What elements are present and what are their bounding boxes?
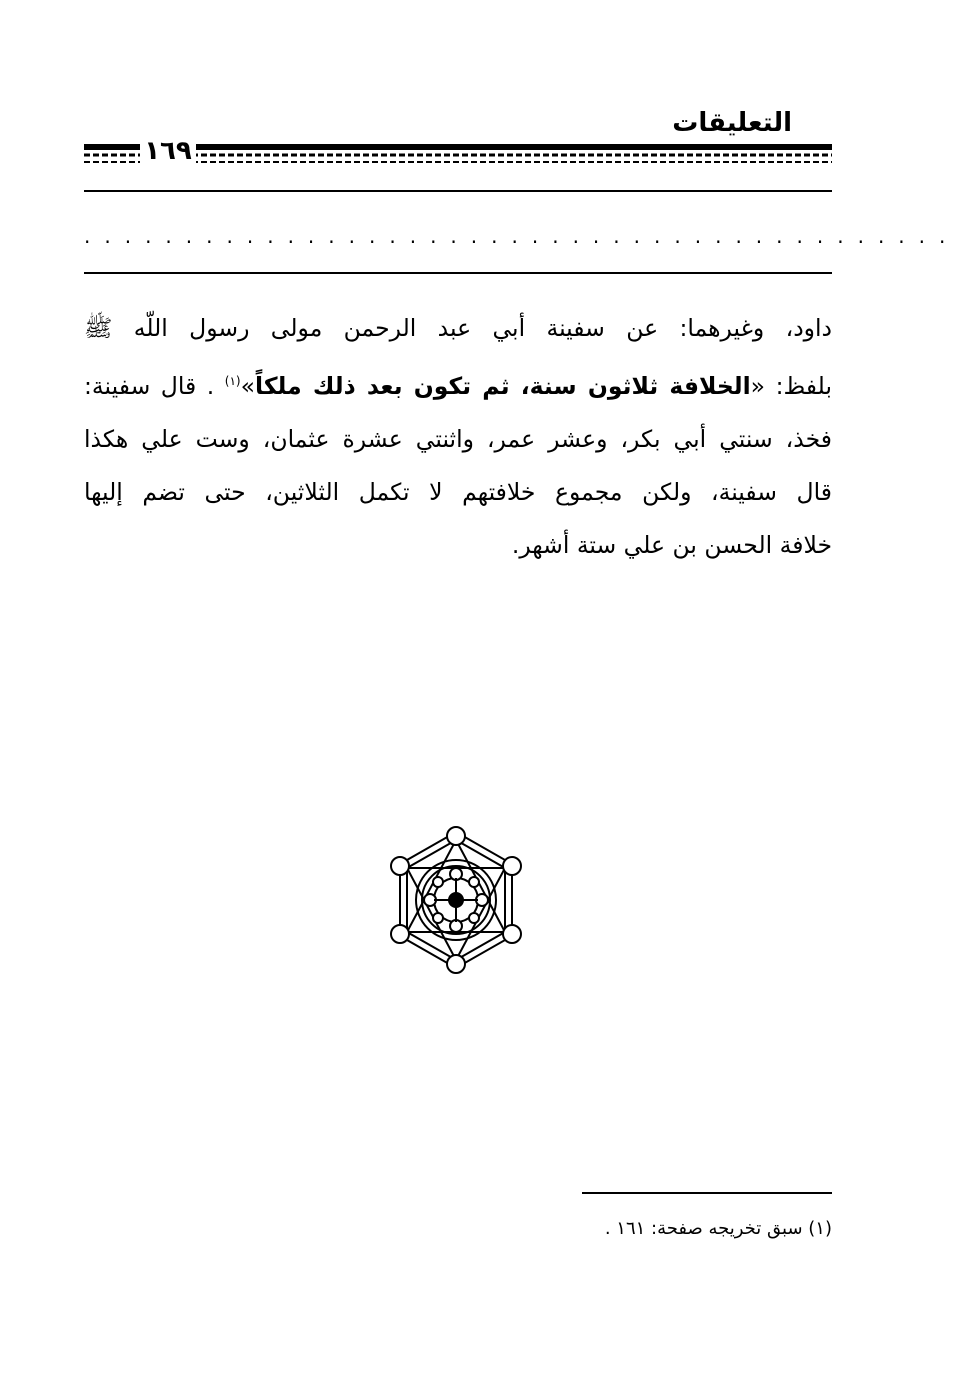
quote-suffix: . قال سفينة: xyxy=(84,371,225,400)
divider-top xyxy=(84,190,832,192)
divider-bottom xyxy=(84,272,832,274)
header-rule xyxy=(84,142,832,168)
paragraph-line-3: فخذ، سنتي أبي بكر، وعشر عمر، واثنتي عشرة عثمان، وست علي هكذا xyxy=(84,424,832,453)
footnote-reference: (١) xyxy=(224,374,241,388)
hadith-quote: الخلافة ثلاثون سنة، ثم تكون بعد ذلك ملكاً xyxy=(255,371,751,400)
decorative-star-ornament-icon xyxy=(384,826,528,974)
paragraph-line-4: قال سفينة، ولكن مجموع خلافتهم لا تكمل الثلاثين، حتى تضم إليها xyxy=(84,477,832,506)
main-paragraph xyxy=(84,302,832,572)
paragraph-line-1: داود، وغيرهما: عن سفينة أبي عبد الرحمن مولى رسول اللّه ﷺ xyxy=(84,314,832,342)
running-header-title: التعليقات xyxy=(672,108,792,138)
footnote-text: (١) سبق تخريجه صفحة: ١٦١ . xyxy=(604,1218,832,1239)
quote-close: » xyxy=(240,371,255,400)
paragraph-line-5: خلافة الحسن بن علي ستة أشهر. xyxy=(511,530,832,559)
quote-prefix: بلفظ: « xyxy=(750,371,832,400)
paragraph-line-2 xyxy=(84,355,832,413)
page-number: ١٦٩ xyxy=(140,134,196,168)
footnote-divider xyxy=(582,1192,832,1194)
dotted-line: ........................................... xyxy=(84,224,959,248)
